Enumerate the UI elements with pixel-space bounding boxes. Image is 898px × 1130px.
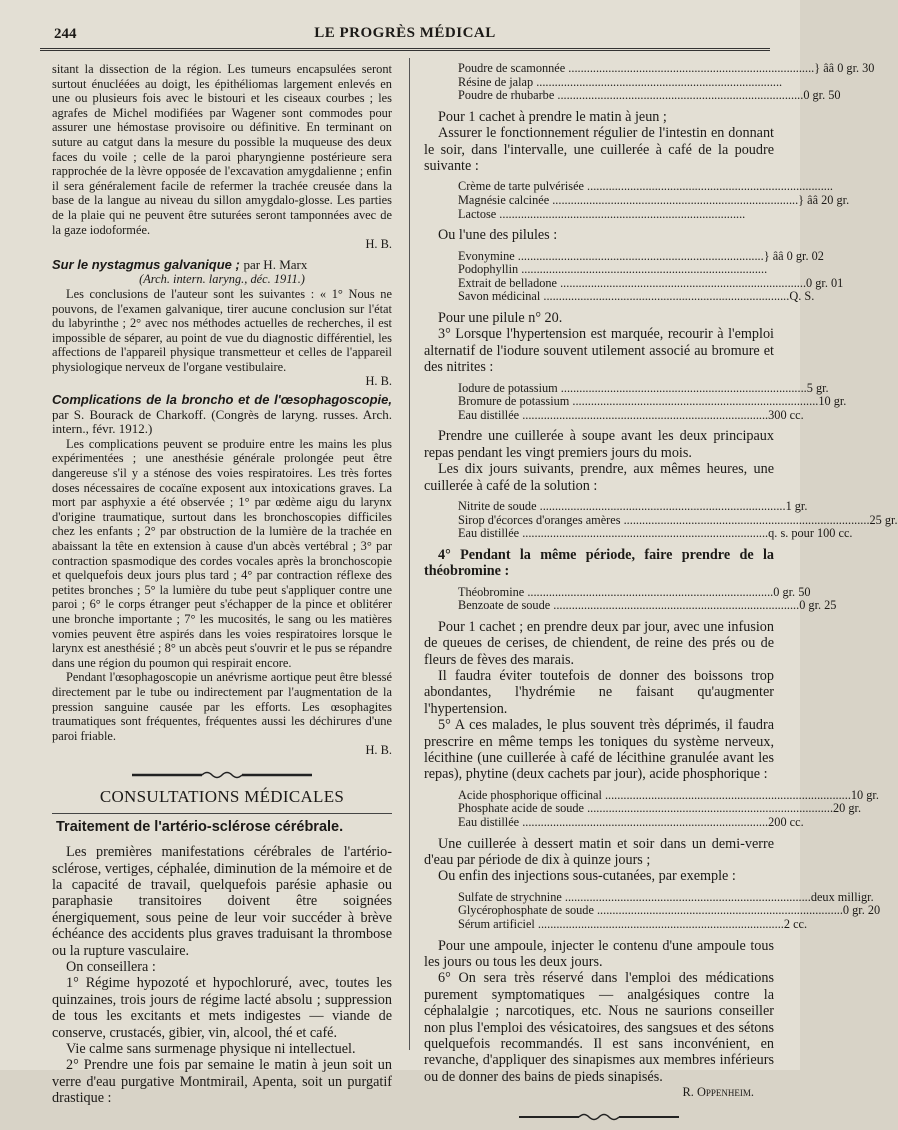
ingredient-name: Extrait de belladone ................................................................................	[458, 275, 807, 290]
ornament-divider	[424, 1112, 774, 1122]
prescription-row	[458, 407, 804, 423]
paragraph: 6° On sera très réservé dans l'emploi des médications purement symptomatiques — analgésiques contre la céphalalgie ; narcotiques, etc. Nous ne saurions conseiller non plus l'emploi des vésicatoires, des sangsues et des sétons quelquefois recommandés. Il est sans inconvénient, en revanche, d'appliquer des sinapismes aux membres inférieurs ou de donner des bains de pieds sinapisés.	[424, 970, 774, 1085]
ingredient-name: Sérum artificiel ................................................................................	[458, 917, 784, 932]
prescription-row	[458, 801, 862, 816]
article-title: Sur le nystagmus galvanique ;	[52, 256, 240, 272]
prescription-row	[458, 584, 811, 600]
prescription-row	[458, 903, 881, 918]
prescription-row	[458, 394, 847, 409]
ingredient-dose: deux milligr.	[810, 889, 874, 904]
paragraph: 2° Prendre une fois par semaine le matin à jeun soit un verre d'eau purgative Montmirail, Apenta, soit un purgatif drastique :	[52, 1057, 392, 1107]
paragraph: 1° Régime hypozoté et hypochloruré, avec, toutes les quinzaines, trois jours de régime lacté absolu ; suppression de tous les excitants et mets indigestes — viande de conserve, crustacés, gibier, vin, alcool, thé et café.	[52, 975, 392, 1041]
left-column	[52, 62, 392, 1107]
prescription-row	[458, 208, 774, 222]
paragraph: Il faudra éviter toutefois de donner des boissons trop abondantes, l'hydrémie ne faisant qu'augmenter l'hypertension.	[424, 668, 774, 717]
article-source: (Arch. intern. laryng., déc. 1911.)	[139, 272, 305, 287]
paragraph: Ou enfin des injections sous-cutanées, par exemple :	[438, 868, 736, 885]
paragraph: Pour une ampoule, injecter le contenu d'une ampoule tous les jours ou tous les deux jours.	[424, 937, 774, 971]
ingredient-dose: 25 gr.	[869, 512, 898, 527]
prescription-list	[458, 499, 898, 541]
ingredient-name: Magnésie calcinée ................................................................................	[458, 193, 799, 207]
prescription-row	[458, 74, 783, 90]
page-header	[40, 22, 770, 46]
header-rule	[40, 48, 770, 51]
prescription-list	[458, 889, 881, 932]
ingredient-dose: 200 cc.	[768, 815, 804, 830]
paragraph: Assurer le fonctionnement régulier de l'intestin en donnant le soir, dans l'intervalle, une cuillerée à café de la poudre suivante :	[424, 125, 774, 174]
prescription-row	[458, 598, 837, 613]
paragraph: Vie calme sans surmenage physique ni intellectuel.	[66, 1040, 356, 1057]
ingredient-dose	[767, 263, 774, 277]
ingredient-name: Lactose ................................................................................	[458, 206, 746, 221]
ingredient-dose: 5 gr.	[806, 380, 829, 395]
article-title: Complications de la broncho et de l'œsophagoscopie,	[52, 392, 392, 408]
ingredient-dose: 1 gr.	[785, 499, 808, 513]
ingredient-name: Eau distillée ................................................................................	[458, 815, 769, 830]
ingredient-dose: 20 gr.	[833, 801, 862, 816]
prescription-list	[458, 584, 837, 613]
paragraph: 3° Lorsque l'hypertension est marquée, recourir à l'emploi alternatif de l'iodure souvent utilement associé au bromure et des nitrites :	[424, 326, 774, 376]
paragraph: Pour 1 cachet ; en prendre deux par jour, avec une infusion de queues de cerises, de chiendent, de reine des prés ou de fleurs de fèves des marais.	[424, 618, 774, 668]
prescription-list	[458, 787, 879, 830]
article-author: par H. Marx	[243, 256, 308, 272]
signature: H. B.	[365, 237, 392, 252]
paragraph: Pour 1 cachet à prendre le matin à jeun ;	[438, 108, 667, 125]
prescription-row	[458, 248, 824, 264]
section-rule	[52, 813, 392, 814]
paragraph: Une cuillerée à dessert matin et soir dans un demi-verre d'eau par période de dix à quinze jours ;	[424, 835, 774, 869]
ingredient-name: Bromure de potassium ................................................................................	[458, 394, 819, 409]
ingredient-name: Phosphate acide de soude ................................................................................	[458, 801, 834, 816]
paragraph: Pour une pilule n° 20.	[438, 309, 563, 326]
prescription-row	[458, 380, 829, 396]
ingredient-dose: q. s. pour 100 cc.	[768, 526, 853, 541]
ingredient-dose: 10 gr.	[818, 394, 847, 409]
ingredient-name: Podophyllin ................................................................................	[458, 262, 768, 277]
article-heading	[52, 258, 392, 273]
ingredient-dose: 0 gr. 50	[803, 88, 841, 103]
prescription-row	[458, 526, 853, 541]
signature: H. B.	[365, 374, 392, 389]
paragraph: On conseillera :	[66, 958, 156, 975]
paragraph: Les dix jours suivants, prendre, aux mêmes heures, une cuillerée à café de la solution :	[424, 461, 774, 494]
paragraph: Les conclusions de l'auteur sont les suivantes : « 1° Nous ne pouvons, de l'examen galvanique, tirer aucune conclusion sur l'état du labyrinthe ; 2° avec nos méthodes actuelles de recherches, il est impossible de séparer, au point de vue du diagnostic différentiel, les affections de l'appareil physique transmetteur et celles de l'appareil physiologique nerveux de l'organe vestibulaire.	[52, 286, 392, 374]
paragraph: sitant la dissection de la région. Les tumeurs encapsulées seront surtout énucléées au doigt, les épithéliomas largement enlevés en une ou plusieurs fois avec le bistouri et les ciseaux courbes ; les agrafes de Michel modifiées par Wagener sont commodes pour assurer une hémostase provisoire ou définitive. En terminant on suture au catgut dans la mesure du possible la muqueuse des deux faces du voile ; celle de la paroi pharyngienne postérieure sera rapprochée de la lèvre opposée de l'excavation amygdalienne ; enfin il sera généralement facile de refermer la trachée creusée dans la base de la langue au niveau du sillon amygdalo-glosse. Les parties de la plaie qui ne peuvent être suturées seront tamponnées avec de la gaze iodoformée.	[52, 62, 392, 237]
ingredient-dose: } ââ 20 gr.	[798, 193, 850, 207]
ingredient-name: Sulfate de strychnine ................................................................................	[458, 889, 811, 904]
ingredient-name: Glycérophosphate de soude ................................................................................	[458, 903, 843, 918]
prescription-row	[458, 512, 898, 528]
ornament-divider	[52, 770, 392, 780]
ingredient-dose: } ââ 0 gr. 30	[814, 61, 875, 75]
page-number: 244	[54, 26, 77, 42]
ingredient-name: Crème de tarte pulvérisée ................................................................................	[458, 179, 833, 194]
prescription-list	[458, 61, 875, 103]
journal-title: LE PROGRÈS MÉDICAL	[314, 25, 496, 41]
ingredient-name: Eau distillée ................................................................................	[458, 407, 769, 422]
prescription-row	[458, 787, 879, 803]
prescription-row	[458, 193, 850, 208]
signature: H. B.	[365, 743, 392, 758]
paragraph: 4° Pendant la même période, faire prendre de la théobromine :	[424, 546, 774, 580]
ingredient-name: Benzoate de soude ................................................................................	[458, 598, 800, 613]
treatment-title: Traitement de l'artério-sclérose cérébrale.	[56, 818, 344, 835]
paragraph: 5° A ces malades, le plus souvent très déprimés, il faudra prescrire en même temps les toniques du système nerveux, lécithine (une cuillerée à café de lécithine granulée avant les repas), phytine (deux cachets par jour), acide phosphorique :	[424, 717, 774, 783]
prescription-row	[458, 61, 875, 76]
ingredient-dose: 10 gr.	[850, 787, 879, 802]
ingredient-dose: } ââ 0 gr. 02	[763, 248, 824, 263]
ingredient-name: Théobromine ................................................................................	[458, 584, 774, 599]
prescription-row	[458, 917, 808, 932]
prescription-row	[458, 275, 844, 291]
ingredient-dose: 0 gr. 50	[773, 584, 811, 599]
prescription-row	[458, 88, 841, 103]
ingredient-name: Poudre de rhubarbe ................................................................................	[458, 88, 804, 103]
ingredient-dose: Q. S.	[789, 289, 815, 304]
ingredient-name: Acide phosphorique officinal ................................................................................	[458, 787, 851, 802]
ingredient-name: Poudre de scamonnée ................................................................................	[458, 61, 815, 75]
ingredient-name: Nitrite de soude ................................................................................	[458, 499, 786, 513]
paragraph: Ou l'une des pilules :	[438, 227, 558, 244]
paragraph: Les premières manifestations cérébrales de l'artério-sclérose, vertiges, céphalée, diminution de la mémoire et de la capacité de travail, quelquefois parésie aphasie ou paraphasie transitoires doivent être soignées énergiquement, sous peine de leur voir succéder à brève échéance des accidents plus graves traduisant la thrombose ou la rupture vasculaire.	[52, 844, 392, 959]
prescription-list	[458, 380, 847, 423]
prescription-row	[458, 889, 874, 905]
signature: R. Oppenheim.	[682, 1085, 754, 1100]
section-title: CONSULTATIONS MÉDICALES	[99, 786, 345, 806]
ingredient-dose: 2 cc.	[783, 917, 808, 932]
ingredient-dose: 0 gr. 20	[842, 903, 881, 918]
prescription-row	[458, 179, 833, 194]
ingredient-dose: 0 gr. 01	[806, 275, 844, 290]
prescription-row	[458, 263, 774, 277]
ingredient-dose: 0 gr. 25	[799, 598, 837, 613]
paragraph: Prendre une cuillerée à soupe avant les deux principaux repas pendant les vingt premiers jours du mois.	[424, 428, 774, 461]
paragraph: Les complications peuvent se produire entre les mains les plus expérimentées ; une anesthésie générale prolongée peut être dangereuse s'il y a sténose des voies respiratoires. Les très fortes doses nécessaires de cocaïne exposent aux intoxications graves. La mort par asphyxie a été observée ; 1° par œdème aigu du larynx d'origine traumatique, surtout dans les bronchoscopies difficiles chez les enfants ; 2° par obstruction de la lumière de la trachée en abaissant la tête en extension à cause d'un abcès vertébral ; 3° par contraction spasmodique des cordes vocales après la bronchoscopie et quelquefois deux jours plus tard ; 4° par contraction réflexe des petites bronches ; 5° la lumière du tube peut s'appliquer contre une paroi ; 6° le corps étranger peut s'échapper de la pince et oblitérer une bronche importante ; 7° les mucosités, le sang ou les matières vomies peuvent être aspirés dans les voies respiratoires lorsque le larynx est anesthésié ; 8° un abcès peut s'ouvrir et le pus se répandre dans une région du poumon qui respirait encore.	[52, 436, 392, 670]
ingredient-name: Savon médicinal ................................................................................	[458, 289, 790, 304]
ingredient-name: Sirop d'écorces d'oranges amères ................................................................................	[458, 512, 870, 527]
ingredient-name: Eau distillée ................................................................................	[458, 526, 769, 541]
ingredient-name: Evonymine ................................................................................	[458, 248, 764, 263]
prescription-row	[458, 499, 808, 514]
prescription-list	[458, 248, 844, 304]
paragraph: Pendant l'œsophagoscopie un anévrisme aortique peut être blessé directement par le tube ou indirectement par l'augmentation de la pression sanguine causée par les efforts. Les œsophagites traumatiques sont fréquentes, fréquentes aussi les déchirures d'une paroi friable.	[52, 670, 392, 743]
ingredient-dose: 300 cc.	[768, 407, 804, 422]
prescription-row	[458, 289, 815, 304]
column-divider	[409, 58, 410, 1050]
prescription-row	[458, 815, 804, 830]
ingredient-name: Iodure de potassium ................................................................................	[458, 380, 807, 395]
ingredient-name: Résine de jalap ................................................................................	[458, 74, 783, 89]
ingredient-dose	[745, 208, 774, 222]
prescription-list	[458, 179, 850, 221]
article-author: par S. Bourack de Charkoff. (Congrès de laryng. russes. Arch. intern., févr. 1912.)	[52, 406, 392, 437]
right-column	[424, 61, 898, 1130]
article-heading	[52, 393, 392, 437]
